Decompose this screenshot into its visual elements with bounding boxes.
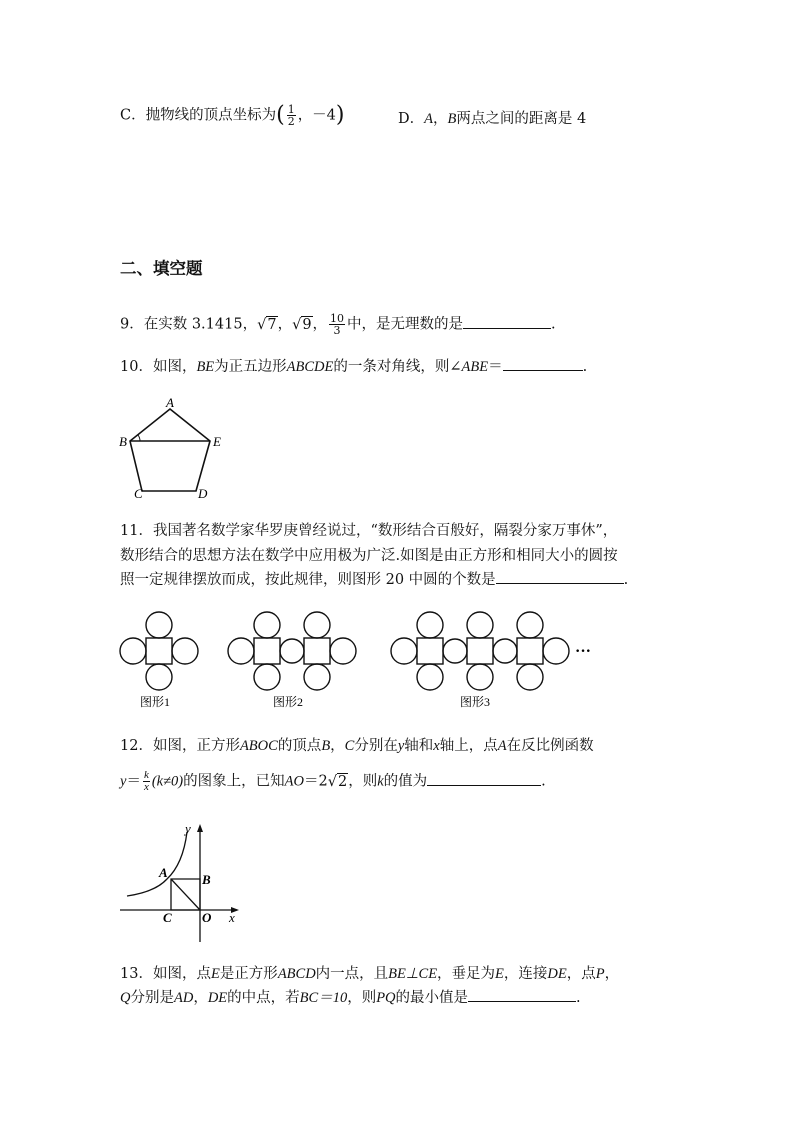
label-a: A bbox=[166, 395, 174, 410]
label-c: C bbox=[134, 486, 143, 501]
q8-c-text: C．抛物线的顶点坐标为 bbox=[120, 107, 277, 124]
q9: 9．在实数 3.1415，√7，√9， $\frac{10}{3}$ 中，是无理数的是 . bbox=[120, 312, 556, 337]
answer-blank-q10[interactable] bbox=[503, 356, 583, 371]
pattern-figure bbox=[115, 608, 605, 713]
circle bbox=[467, 664, 493, 690]
fraction-10-3: $\frac{10}{3}$ bbox=[330, 312, 345, 337]
answer-blank-q12[interactable] bbox=[427, 771, 541, 786]
circle bbox=[228, 638, 254, 664]
ellipsis: ··· bbox=[575, 643, 592, 660]
circle bbox=[280, 639, 304, 663]
sqrt-7: √7 bbox=[257, 316, 277, 333]
y-axis-arrow bbox=[197, 824, 203, 832]
circle bbox=[467, 612, 493, 638]
q13-line2: Q分别是AD，DE的中点，若BC＝10，则PQ的最小值是 . bbox=[120, 987, 581, 1009]
circle bbox=[146, 664, 172, 690]
label-y: y bbox=[185, 821, 191, 836]
pentagon-shape bbox=[130, 409, 210, 491]
circle bbox=[120, 638, 146, 664]
caption-2: 图形2 bbox=[273, 695, 304, 709]
q12-line1: 12．如图，正方形ABOC的顶点B，C分别在y轴和x轴上，点A在反比例函数 bbox=[120, 738, 594, 754]
q8-c-fraction: $\frac{1}{2}$ bbox=[287, 103, 295, 128]
circle bbox=[254, 664, 280, 690]
sqrt-9: √9 bbox=[292, 316, 312, 333]
circle bbox=[417, 664, 443, 690]
q11-line3: 照一定规律摆放而成，按此规律，则图形 20 中圆的个数是 . bbox=[120, 569, 628, 591]
circle bbox=[443, 639, 467, 663]
circle bbox=[304, 612, 330, 638]
label-o: O bbox=[202, 910, 212, 925]
square bbox=[304, 638, 330, 664]
sqrt-2: √2 bbox=[327, 773, 348, 790]
square bbox=[467, 638, 493, 664]
section-heading: 二、填空题 bbox=[120, 259, 203, 278]
label-d: D bbox=[198, 486, 208, 501]
circle bbox=[146, 612, 172, 638]
q11-line2: 数形结合的思想方法在数学中应用极为广泛.如图是由正方形和相同大小的圆按 bbox=[120, 548, 618, 564]
square bbox=[146, 638, 172, 664]
square bbox=[417, 638, 443, 664]
caption-3: 图形3 bbox=[460, 695, 491, 709]
circle bbox=[330, 638, 356, 664]
caption-1: 图形1 bbox=[140, 695, 171, 709]
pattern-1 bbox=[120, 612, 198, 690]
pentagon-figure bbox=[110, 395, 230, 505]
circle bbox=[254, 612, 280, 638]
circle bbox=[172, 638, 198, 664]
q8-option-d: D．A，B两点之间的距离是 4 bbox=[398, 111, 587, 127]
label-b: B bbox=[119, 434, 127, 449]
q11-line1: 11．我国著名数学家华罗庚曾经说过，“数形结合百般好，隔裂分家万事休”， bbox=[120, 523, 618, 539]
answer-blank-q9[interactable] bbox=[463, 314, 551, 329]
label-a: A bbox=[159, 865, 168, 880]
angle-mark bbox=[138, 435, 140, 441]
diagonal-ao bbox=[171, 879, 200, 910]
answer-blank-q11[interactable] bbox=[496, 569, 624, 584]
circle bbox=[543, 638, 569, 664]
circle bbox=[304, 664, 330, 690]
label-x: x bbox=[229, 910, 235, 925]
q8-c-second: ，－4 bbox=[297, 107, 336, 124]
circle bbox=[517, 664, 543, 690]
square bbox=[517, 638, 543, 664]
circle bbox=[417, 612, 443, 638]
answer-blank-q13[interactable] bbox=[468, 987, 576, 1002]
coordinate-figure bbox=[115, 820, 255, 945]
fraction-k-x: $\frac{k}{x}$ bbox=[143, 769, 149, 793]
label-c: C bbox=[163, 910, 172, 925]
q13-line1: 13．如图，点E是正方形ABCD内一点，且BE⊥CE，垂足为E，连接DE，点P， bbox=[120, 966, 620, 982]
circle bbox=[517, 612, 543, 638]
label-e: E bbox=[213, 434, 221, 449]
pattern-2 bbox=[228, 612, 356, 690]
square bbox=[254, 638, 280, 664]
q8-option-c: C．抛物线的顶点坐标为( $\frac{1}{2}$ ，－4) bbox=[120, 102, 345, 128]
circle bbox=[493, 639, 517, 663]
circle bbox=[391, 638, 417, 664]
q12-line2: y＝ $\frac{k}{x}$ (k≠0)的图象上，已知AO＝2√2，则k的值为 . bbox=[120, 769, 546, 793]
q10: 10．如图，BE为正五边形ABCDE的一条对角线，则∠ABE＝ . bbox=[120, 356, 587, 378]
pattern-3 bbox=[391, 612, 569, 690]
label-b: B bbox=[202, 872, 211, 887]
